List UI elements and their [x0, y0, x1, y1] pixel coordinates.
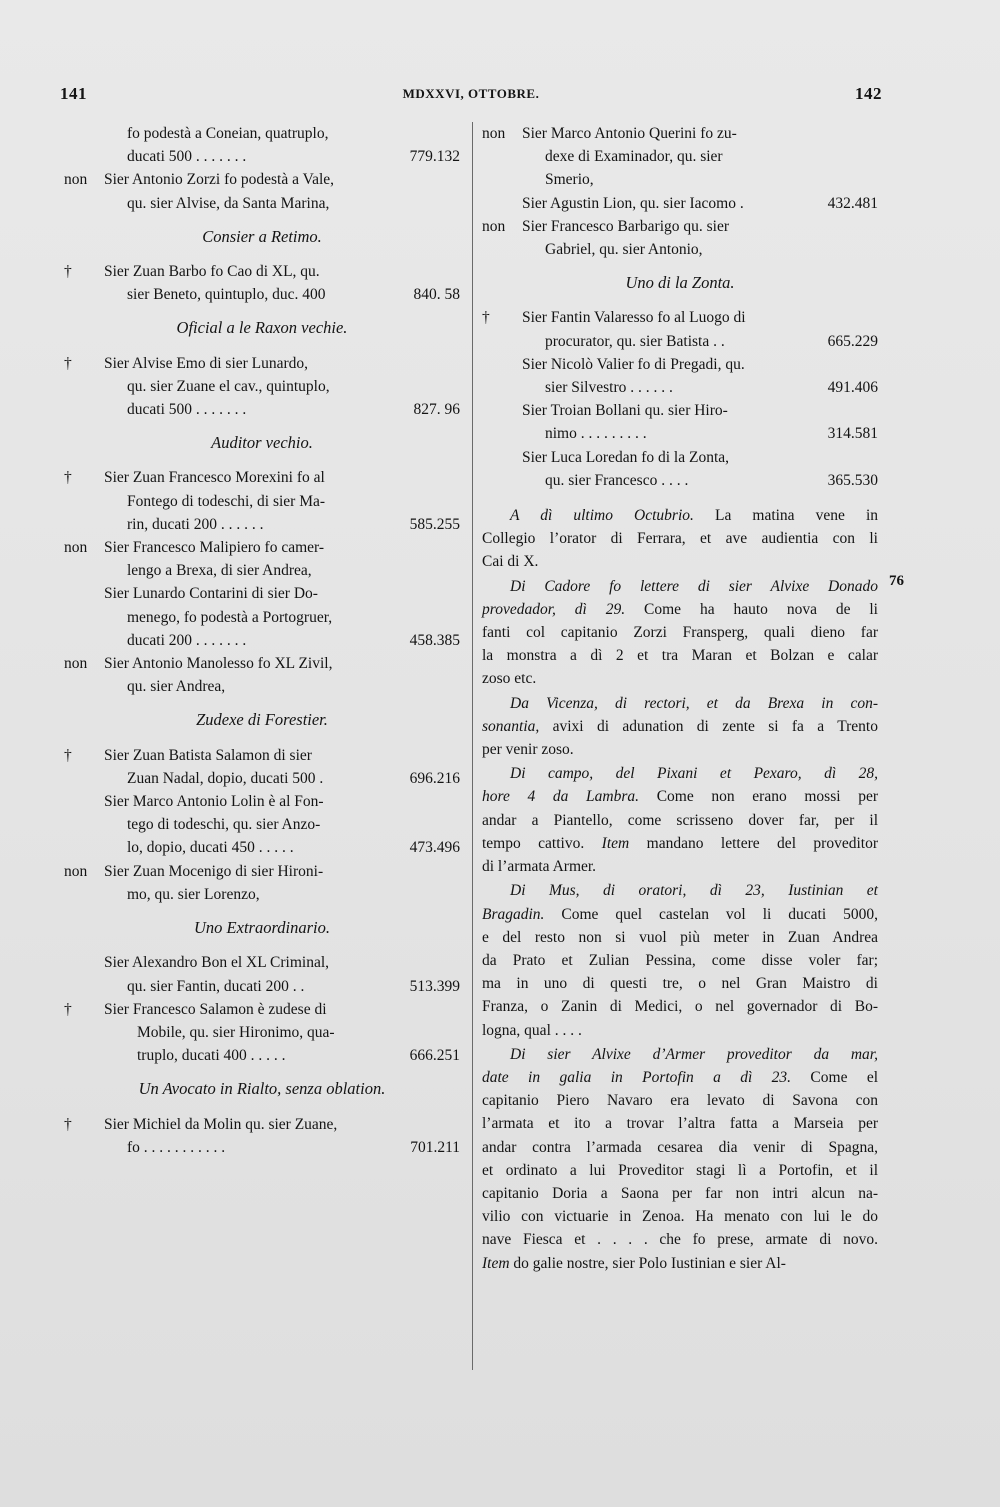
paragraph — [482, 1043, 878, 1275]
entry-text: sier Silvestro . . . . . . — [545, 379, 673, 397]
section-heading: Consier a Retimo. — [202, 226, 322, 246]
paragraph-line — [482, 995, 878, 1018]
list-item — [64, 652, 460, 698]
entry-line — [482, 238, 878, 261]
right-paragraphs — [482, 504, 878, 1275]
italic-text: Item — [601, 834, 630, 852]
entry-line — [482, 469, 878, 492]
entry-value: 665.229 — [827, 332, 878, 350]
text-run: andar a Piantello, come scrisseno dover far, per il — [482, 811, 878, 829]
text-run: La matina vene in — [693, 507, 879, 525]
entry-value: 666.251 — [409, 1047, 460, 1065]
entry-line — [64, 951, 460, 974]
entry-text: tego di todeschi, qu. sier Anzo- — [127, 816, 321, 834]
entry-line — [64, 283, 460, 306]
entry-line — [482, 330, 878, 353]
list-item — [64, 582, 460, 652]
entry-text: Sier Fantin Valaresso fo al Luogo di — [522, 309, 746, 327]
right-page-number: 142 — [855, 84, 882, 103]
entry-line — [482, 145, 878, 168]
section-heading: Oficial a le Raxon vechie. — [176, 318, 348, 338]
entry-line — [64, 744, 460, 767]
entry-text: ducati 200 . . . . . . . — [127, 631, 247, 649]
left-column — [64, 122, 460, 1159]
text-run: Come non erano mossi per — [639, 788, 879, 806]
entry-line — [64, 490, 460, 513]
entry-text: lengo a Brexa, di sier Andrea, — [127, 562, 312, 580]
paragraph-line — [482, 903, 878, 926]
text-run: di l’armata Armer. — [482, 858, 597, 876]
entry-text: Sier Francesco Barbarigo qu. sier — [522, 217, 730, 235]
text-run: mandano lettere del proveditor — [629, 834, 878, 852]
text-run: l’armata et ito a trovar l’altra fatta a Marseia per — [482, 1115, 878, 1133]
text-run: andar contra l’armada cesarea dia venir di Spagna, — [482, 1138, 878, 1156]
entry-text: qu. sier Francesco . . . . — [545, 471, 689, 489]
list-item — [64, 260, 460, 306]
entry-marker: † — [64, 1000, 72, 1018]
text-run: Come quel castelan vol li ducati 5000, — [544, 905, 878, 923]
paragraph-line — [482, 1252, 878, 1275]
entry-line — [64, 652, 460, 675]
entry-line — [64, 883, 460, 906]
text-run: nave Fiesca et . . . . che fo prese, armate di novo. — [482, 1231, 878, 1249]
entry-line — [64, 1136, 460, 1159]
list-item — [64, 466, 460, 536]
list-item — [64, 998, 460, 1068]
list-item — [482, 446, 878, 492]
right-column — [482, 122, 878, 1276]
entry-text: Sier Luca Loredan fo di la Zonta, — [522, 448, 730, 466]
entry-text: qu. sier Zuane el cav., quintuplo, — [127, 377, 330, 395]
entry-marker: † — [64, 1115, 72, 1133]
italic-text: A dì ultimo Octubrio. — [510, 507, 694, 525]
text-run: capitanio Piero Navaro era levato di Savona con — [482, 1092, 878, 1110]
list-item — [64, 790, 460, 860]
paragraph-line — [482, 1159, 878, 1182]
entry-text: Sier Agustin Lion, qu. sier Iacomo . — [522, 194, 744, 212]
entry-marker: † — [482, 309, 490, 327]
text-run: da Prato et Zulian Pessina, come disse voler far; — [482, 951, 878, 969]
section-heading: Uno Extraordinario. — [194, 918, 330, 938]
paragraph-line — [482, 527, 878, 550]
entry-line — [64, 767, 460, 790]
entry-marker: non — [64, 539, 88, 557]
paragraph-line — [482, 644, 878, 667]
text-run: Collegio l’orator di Ferrara, et ave audientia con li — [482, 530, 878, 548]
entry-line — [482, 306, 878, 329]
entry-marker: non — [64, 862, 88, 880]
text-run: et ordinato a lui Proveditor stagi lì a Portofin, et il — [482, 1161, 878, 1179]
italic-text: Bragadin. — [482, 905, 545, 923]
italic-text: provedador, dì 29. — [482, 600, 626, 618]
paragraph-line — [482, 738, 878, 761]
entry-text: Sier Antonio Manolesso fo XL Zivil, — [104, 655, 333, 673]
paragraph-line — [482, 1136, 878, 1159]
paragraph — [482, 575, 878, 691]
page-header — [60, 84, 882, 114]
entry-value: 458.385 — [409, 631, 460, 649]
entry-text: Sier Francesco Salamon è zudese di — [104, 1000, 327, 1018]
entry-line — [64, 1021, 460, 1044]
paragraph-line — [482, 832, 878, 855]
entry-text: mo, qu. sier Lorenzo, — [127, 885, 260, 903]
paragraph-line — [482, 972, 878, 995]
right-entries — [482, 122, 878, 492]
entry-text: Sier Zuan Batista Salamon di sier — [104, 746, 312, 764]
italic-text: Di campo, del Pixani et Pexaro, dì 28, — [510, 765, 878, 783]
entry-line — [64, 675, 460, 698]
paragraph-line — [482, 692, 878, 715]
entry-text: dexe di Examinador, qu. sier — [545, 148, 723, 166]
entry-marker: non — [64, 171, 88, 189]
entry-text: Fontego di todeschi, di sier Ma- — [127, 492, 326, 510]
list-item — [482, 399, 878, 445]
entry-marker: non — [64, 655, 88, 673]
entry-text: Sier Marco Antonio Querini fo zu- — [522, 125, 737, 142]
list-item — [482, 215, 878, 261]
text-run: la monstra a dì 2 et tra Maran et Bolzan e calar — [482, 647, 878, 665]
italic-text: Item — [482, 1254, 510, 1272]
entry-line — [64, 559, 460, 582]
entry-marker: non — [482, 125, 506, 142]
entry-text: procurator, qu. sier Batista . . — [545, 332, 725, 350]
paragraph-line — [482, 667, 878, 690]
text-run: avixi di adunation di zente si fa a Trento — [539, 717, 878, 735]
entry-line — [64, 813, 460, 836]
entry-line — [64, 860, 460, 883]
paragraph-line — [482, 1228, 878, 1251]
text-run: vilio con victuarie in Zenoa. Ha menato con lui le do — [482, 1208, 878, 1226]
running-title: MDXXVI, OTTOBRE. — [402, 86, 540, 101]
entry-text: fo . . . . . . . . . . . — [127, 1138, 226, 1156]
entry-line — [64, 145, 460, 168]
entry-value: 840. 58 — [413, 286, 460, 304]
text-run: e del resto non si vuol più meter in Zuan Andrea — [482, 928, 878, 946]
entry-line — [482, 168, 878, 191]
entry-value: 779.132 — [409, 148, 460, 166]
entry-value: 491.406 — [827, 379, 878, 397]
entry-text: Sier Nicolò Valier fo di Pregadi, qu. — [522, 355, 745, 373]
paragraph — [482, 692, 878, 762]
list-item — [64, 122, 460, 168]
paragraph-line — [482, 1089, 878, 1112]
paragraph — [482, 762, 878, 878]
list-item — [482, 306, 878, 352]
entry-marker: † — [64, 746, 72, 764]
entry-line — [64, 1113, 460, 1136]
entry-text: lo, dopio, ducati 450 . . . . . — [127, 839, 294, 857]
paragraph-line — [482, 879, 878, 902]
paragraph-line — [482, 1019, 878, 1042]
entry-line — [64, 975, 460, 998]
entry-text: qu. sier Andrea, — [127, 678, 226, 696]
entry-line — [64, 790, 460, 813]
paragraph-line — [482, 598, 878, 621]
entry-text: Zuan Nadal, dopio, ducati 500 . — [127, 769, 324, 787]
entry-line — [482, 192, 878, 215]
paragraph-line — [482, 575, 878, 598]
paragraph-line — [482, 1182, 878, 1205]
entry-line — [64, 168, 460, 191]
entry-marker: † — [64, 263, 72, 281]
italic-text: Di Mus, di oratori, dì 23, Iustinian et — [510, 882, 878, 900]
italic-text: hore 4 da Lambra. — [482, 788, 640, 806]
paragraph-line — [482, 926, 878, 949]
entry-text: truplo, ducati 400 . . . . . — [137, 1047, 286, 1065]
entry-value: 585.255 — [409, 515, 460, 533]
entry-line — [64, 1044, 460, 1067]
entry-text: Sier Zuan Barbo fo Cao di XL, qu. — [104, 263, 320, 281]
list-item — [64, 1113, 460, 1159]
entry-marker: non — [482, 217, 506, 235]
text-run: tempo cattivo. — [482, 834, 602, 852]
entry-line — [64, 629, 460, 652]
entry-text: Sier Zuan Francesco Morexini fo al — [104, 469, 325, 487]
entry-value: 365.530 — [827, 471, 878, 489]
list-item — [64, 860, 460, 906]
text-run: do galie nostre, sier Polo Iustinian e sier Al- — [509, 1254, 786, 1272]
list-item — [482, 192, 878, 215]
entry-text: Smerio, — [545, 171, 594, 189]
text-run: Franza, o Zanin di Medici, o nel governador di Bo- — [482, 998, 878, 1016]
entry-text: qu. sier Fantin, ducati 200 . . — [127, 977, 305, 995]
paragraph-line — [482, 1043, 878, 1066]
paragraph-line — [482, 621, 878, 644]
list-item — [64, 744, 460, 790]
section-heading: Auditor vechio. — [211, 433, 313, 453]
entry-text: menego, fo podestà a Portogruer, — [127, 608, 333, 626]
paragraph-line — [482, 785, 878, 808]
list-item — [64, 951, 460, 997]
entry-line — [64, 466, 460, 489]
entry-line — [64, 398, 460, 421]
italic-text: Di sier Alvixe d’Armer proveditor da mar, — [510, 1045, 878, 1063]
entry-line — [64, 536, 460, 559]
italic-text: date in galia in Portofin a dì 23. — [482, 1068, 792, 1086]
section-heading: Uno di la Zonta. — [625, 273, 735, 293]
entry-value: 513.399 — [409, 977, 460, 995]
paragraph — [482, 504, 878, 574]
paragraph-line — [482, 762, 878, 785]
entry-line — [64, 352, 460, 375]
text-run: capitanio Doria a Saona per far non intri alcun na- — [482, 1184, 878, 1202]
paragraph-line — [482, 550, 878, 573]
entry-text: Sier Alvise Emo di sier Lunardo, — [104, 354, 309, 372]
entry-value: 827. 96 — [413, 401, 460, 419]
text-run: Come el — [791, 1068, 878, 1086]
list-item — [482, 353, 878, 399]
paragraph-line — [482, 1205, 878, 1228]
entry-line — [482, 122, 878, 145]
entry-value: 473.496 — [409, 839, 460, 857]
entry-marker: † — [64, 469, 72, 487]
entry-text: rin, ducati 200 . . . . . . — [127, 515, 264, 533]
entry-line — [64, 375, 460, 398]
text-run: fanti col capitanio Zorzi Fransperg, quali dieno far — [482, 624, 878, 642]
paragraph-line — [482, 809, 878, 832]
text-run: logna, qual . . . . — [482, 1021, 582, 1039]
entry-text: ducati 500 . . . . . . . — [127, 401, 247, 419]
italic-text: Da Vicenza, di rectori, et da Brexa in con- — [510, 694, 878, 712]
entry-text: Sier Francesco Malipiero fo camer- — [104, 539, 325, 557]
entry-line — [64, 582, 460, 605]
list-item — [64, 352, 460, 422]
column-divider — [472, 122, 473, 1370]
text-run: ma in uno di questi tre, o nel Gran Maistro di — [482, 975, 878, 993]
entry-text: Sier Zuan Mocenigo di sier Hironi- — [104, 862, 324, 880]
entry-text: fo podestà a Coneian, quatruplo, — [127, 125, 329, 142]
entry-text: Sier Troian Bollani qu. sier Hiro- — [522, 402, 728, 420]
paragraph-line — [482, 504, 878, 527]
entry-text: nimo . . . . . . . . . — [545, 425, 647, 443]
entry-value: 314.581 — [827, 425, 878, 443]
margin-number: 76 — [889, 573, 904, 589]
text-run: Come ha hauto nova de li — [625, 600, 878, 618]
entry-text: Mobile, qu. sier Hironimo, qua- — [137, 1023, 335, 1041]
entry-text: sier Beneto, quintuplo, duc. 400 — [127, 286, 326, 304]
text-run: zoso etc. — [482, 670, 537, 688]
italic-text: Di Cadore fo lettere di sier Alvixe Donado — [510, 577, 878, 595]
entry-line — [64, 998, 460, 1021]
paragraph-line — [482, 1112, 878, 1135]
entry-line — [482, 446, 878, 469]
entry-line — [64, 513, 460, 536]
entry-line — [482, 399, 878, 422]
section-heading: Un Avocato in Rialto, senza oblation. — [138, 1079, 386, 1099]
entry-text: Gabriel, qu. sier Antonio, — [545, 241, 703, 259]
section-heading: Zudexe di Forestier. — [196, 710, 328, 730]
list-item — [482, 122, 878, 192]
entry-text: Sier Alexandro Bon el XL Criminal, — [104, 954, 329, 972]
entry-text: Sier Antonio Zorzi fo podestà a Vale, — [104, 171, 335, 189]
entry-text: Sier Michiel da Molin qu. sier Zuane, — [104, 1115, 338, 1133]
entry-text: ducati 500 . . . . . . . — [127, 148, 247, 166]
entry-line — [64, 836, 460, 859]
italic-text: sonantia, — [482, 717, 540, 735]
paragraph — [482, 879, 878, 1041]
list-item — [64, 168, 460, 214]
entry-text: qu. sier Alvise, da Santa Marina, — [127, 194, 330, 212]
entry-value: 432.481 — [827, 194, 878, 212]
paragraph-line — [482, 855, 878, 878]
entry-line — [482, 422, 878, 445]
list-item — [64, 536, 460, 582]
entry-text: Sier Lunardo Contarini di sier Do- — [104, 585, 318, 603]
text-run: Cai di X. — [482, 553, 539, 571]
entry-line — [64, 606, 460, 629]
entry-line — [482, 376, 878, 399]
entry-text: Sier Marco Antonio Lolin è al Fon- — [104, 793, 324, 811]
entry-marker: † — [64, 354, 72, 372]
left-page-number: 141 — [60, 84, 87, 103]
entry-line — [64, 192, 460, 215]
paragraph-line — [482, 949, 878, 972]
entry-line — [482, 353, 878, 376]
entry-value: 701.211 — [410, 1138, 460, 1156]
entry-line — [64, 122, 460, 145]
entry-line — [64, 260, 460, 283]
text-run: per venir zoso. — [482, 741, 574, 759]
entry-value: 696.216 — [409, 769, 460, 787]
paragraph-line — [482, 715, 878, 738]
entry-line — [482, 215, 878, 238]
paragraph-line — [482, 1066, 878, 1089]
